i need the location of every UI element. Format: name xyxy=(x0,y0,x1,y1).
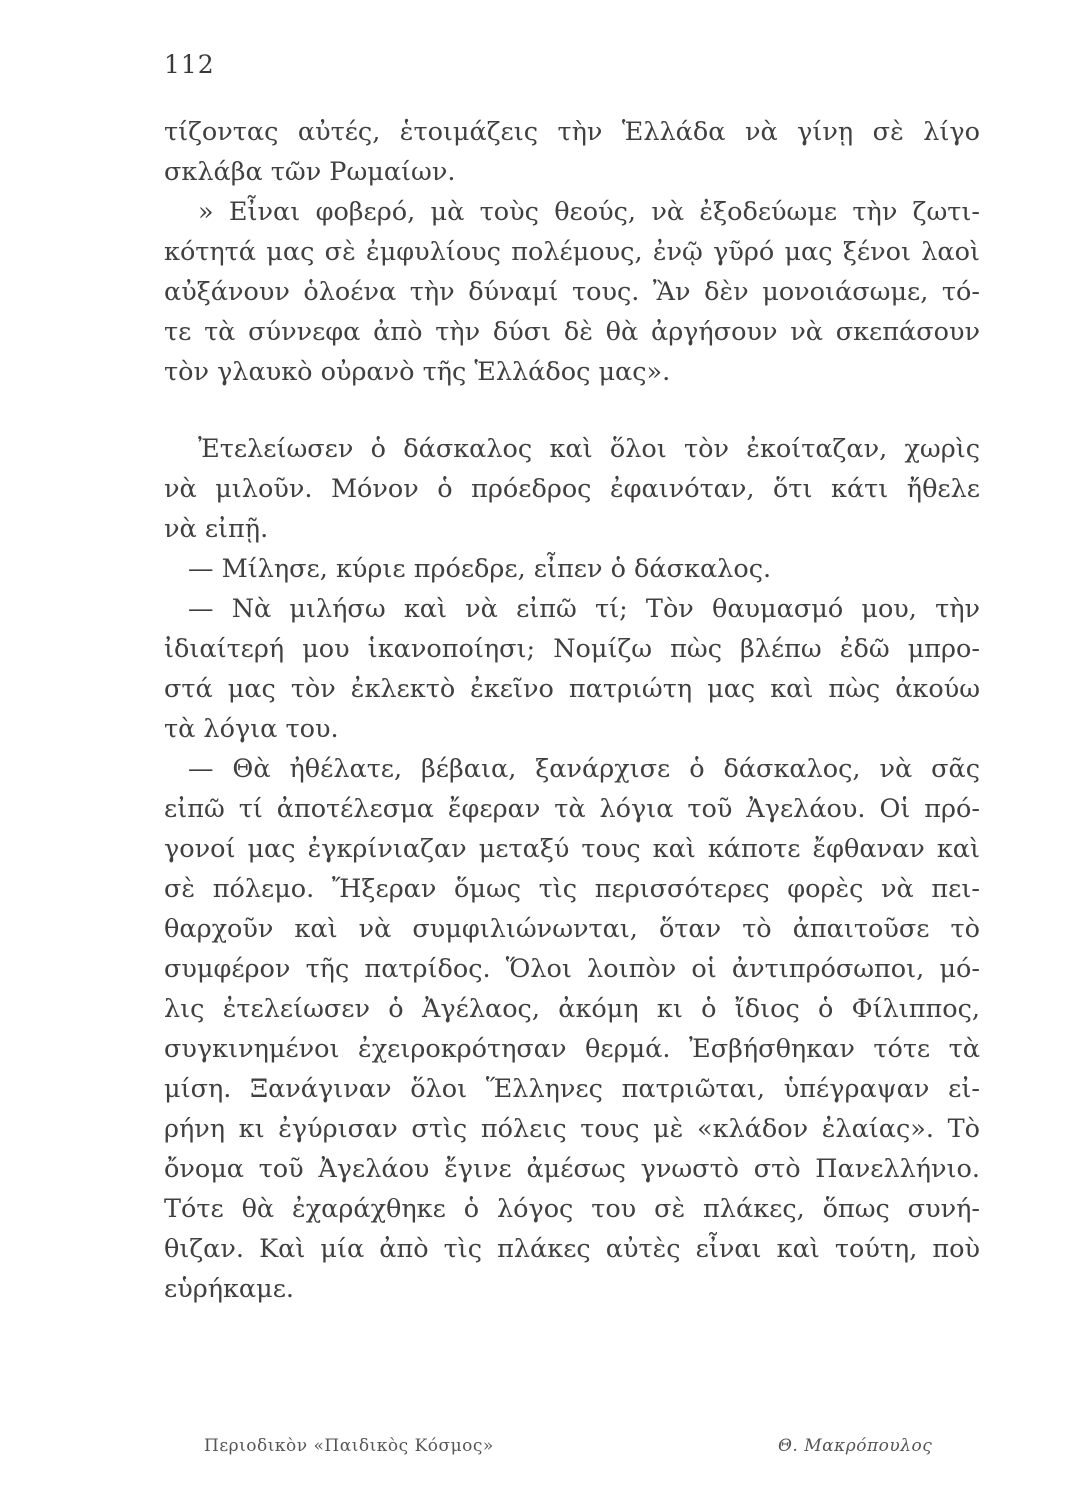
text-line: » Εἶναι φοβερό, μὰ τοὺς θεούς, νὰ ἐξοδεύωμε τὴν ζωτι- xyxy=(198,197,980,227)
text-line: γονοί μας ἐγκρίνιαζαν μεταξύ τους καὶ κάποτε ἔφθαναν καὶ xyxy=(164,834,980,864)
text-line: σὲ πόλεμο. Ἤξεραν ὅμως τὶς περισσότερες φορὲς νὰ πει- xyxy=(164,874,980,904)
text-line: ὄνομα τοῦ Ἀγελάου ἔγινε ἀμέσως γνωστὸ στὸ Πανελλήνιο. xyxy=(164,1154,980,1184)
text-line: συμφέρον τῆς πατρίδος. Ὅλοι λοιπὸν οἱ ἀντιπρόσωποι, μό- xyxy=(164,954,980,984)
text-line: θιζαν. Καὶ μία ἀπὸ τὶς πλάκες αὐτὲς εἶναι καὶ τούτη, ποὺ xyxy=(164,1234,980,1264)
text-line: συγκινημένοι ἐχειροκρότησαν θερμά. Ἐσβήσθηκαν τότε τὰ xyxy=(164,1034,980,1064)
text-line: τὸν γλαυκὸ οὐρανὸ τῆς Ἑλλάδος μας». xyxy=(164,357,671,387)
text-line: Τότε θὰ ἐχαράχθηκε ὁ λόγος του σὲ πλάκες, ὅπως συνή- xyxy=(164,1194,980,1224)
text-line: αὐξάνουν ὁλοένα τὴν δύναμί τους. Ἂν δὲν μονοιάσωμε, τό- xyxy=(164,277,980,307)
page-number: 112 xyxy=(164,50,215,79)
text-line: τὰ λόγια του. xyxy=(164,714,339,744)
paragraph-2 xyxy=(164,429,980,1309)
text-line: μίση. Ξανάγιναν ὅλοι Ἕλληνες πατριῶται, ὑπέγραψαν εἰ- xyxy=(164,1074,980,1104)
text-line: ρήνη κι ἐγύρισαν στὶς πόλεις τους μὲ «κλάδον ἐλαίας». Τὸ xyxy=(164,1114,980,1144)
text-line: εὑρήκαμε. xyxy=(164,1274,295,1304)
text-line: εἰπῶ τί ἀποτέλεσμα ἔφεραν τὰ λόγια τοῦ Ἀγελάου. Οἱ πρό- xyxy=(164,794,980,824)
text-line: τε τὰ σύννεφα ἀπὸ τὴν δύσι δὲ θὰ ἀργήσουν νὰ σκεπάσουν xyxy=(164,317,980,347)
source-citation: Περιοδικὸν «Παιδικὸς Κόσμος» xyxy=(204,1436,494,1456)
paragraph-1 xyxy=(164,112,980,392)
author-name: Θ. Μακρόπουλος xyxy=(778,1436,933,1456)
dialogue-line: — Νὰ μιλήσω καὶ νὰ εἰπῶ τί; Τὸν θαυμασμό μου, τὴν xyxy=(188,594,980,624)
text-line: κότητά μας σὲ ἐμφυλίους πολέμους, ἐνῷ γῦρό μας ξένοι λαοὶ xyxy=(164,237,980,267)
text-line: Ἐτελείωσεν ὁ δάσκαλος καὶ ὅλοι τὸν ἐκοίταζαν, χωρὶς xyxy=(198,434,980,464)
text-line: στά μας τὸν ἐκλεκτὸ ἐκεῖνο πατριώτη μας καὶ πὼς ἀκούω xyxy=(164,674,980,704)
text-line: νὰ εἰπῇ. xyxy=(164,514,269,544)
text-line: θαρχοῦν καὶ νὰ συμφιλιώνωνται, ὅταν τὸ ἀπαιτοῦσε τὸ xyxy=(164,914,980,944)
dialogue-line: — Θὰ ἠθέλατε, βέβαια, ξανάρχισε ὁ δάσκαλος, νὰ σᾶς xyxy=(188,754,980,784)
text-line: τίζοντας αὐτές, ἑτοιμάζεις τὴν Ἑλλάδα νὰ γίνῃ σὲ λίγο xyxy=(164,117,980,147)
text-line: λις ἐτελείωσεν ὁ Ἀγέλαος, ἀκόμη κι ὁ ἴδιος ὁ Φίλιππος, xyxy=(164,994,980,1024)
text-line: σκλάβα τῶν Ρωμαίων. xyxy=(164,157,456,187)
text-line: ἰδιαίτερή μου ἱκανοποίησι; Νομίζω πὼς βλέπω ἐδῶ μπρο- xyxy=(164,634,980,664)
dialogue-line: — Μίλησε, κύριε πρόεδρε, εἶπεν ὁ δάσκαλος. xyxy=(188,554,772,584)
text-line: νὰ μιλοῦν. Μόνον ὁ πρόεδρος ἐφαινόταν, ὅτι κάτι ἤθελε xyxy=(164,474,980,504)
